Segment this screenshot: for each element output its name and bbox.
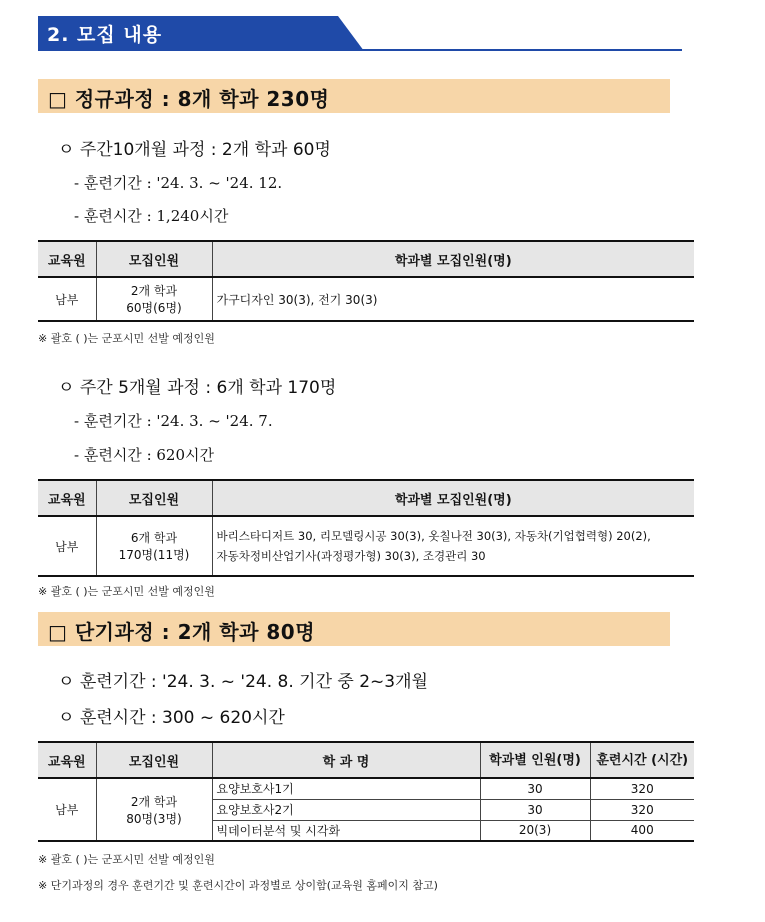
hours-cell: 320: [590, 799, 694, 820]
table-header-count: 모집인원: [96, 742, 212, 778]
day5-course-title: ㅇ 주간 5개월 과정 : 6개 학과 170명: [58, 378, 337, 398]
course-name-cell: 빅데이터분석 및 시각화: [212, 820, 480, 841]
course-name-cell: 요양보호사1기: [212, 778, 480, 799]
day5-table: [38, 479, 694, 577]
short-course-heading-text: □ 단기과정 : 2개 학과 80명: [48, 620, 316, 644]
detail-line-2: 자동차정비산업기사(과정평가형) 30(3), 조경관리 30: [216, 549, 486, 563]
day10-note: ※ 괄호 ( )는 군포시민 선발 예정인원: [38, 332, 215, 345]
hours-cell: 400: [590, 820, 694, 841]
center-cell: 남부: [38, 516, 96, 576]
count-line-1: 6개 학과: [130, 531, 178, 545]
table-header-center: 교육원: [38, 480, 96, 516]
table-header-count: 모집인원: [96, 241, 212, 277]
table-header-center: 교육원: [38, 742, 96, 778]
day5-period: - 훈련기간 : '24. 3. ~ '24. 7.: [74, 412, 273, 430]
table-header-detail: 학과별 모집인원(명): [212, 480, 694, 516]
course-name-cell: 요양보호사2기: [212, 799, 480, 820]
count-line-2: 60명(6명): [126, 301, 182, 315]
people-cell: 20(3): [480, 820, 590, 841]
table-row: [38, 516, 694, 576]
short-note-1: ※ 괄호 ( )는 군포시민 선발 예정인원: [38, 853, 215, 866]
count-line-1: 2개 학과: [130, 284, 178, 298]
section-title: 2. 모집 내용: [47, 24, 163, 46]
hours-cell: 320: [590, 778, 694, 799]
day10-hours: - 훈련시간 : 1,240시간: [74, 207, 229, 225]
day5-note: ※ 괄호 ( )는 군포시민 선발 예정인원: [38, 585, 215, 598]
day10-table: [38, 240, 694, 322]
regular-course-heading: [38, 79, 670, 113]
count-cell: [96, 778, 212, 841]
detail-line-1: 바리스타디저트 30, 리모델링시공 30(3), 옷칠나전 30(3), 자동차(기업협력형) 20(2),: [216, 529, 651, 543]
people-cell: 30: [480, 799, 590, 820]
section-header: [38, 16, 686, 54]
short-table: [38, 741, 694, 842]
detail-cell: [212, 516, 694, 576]
short-course-heading: [38, 612, 670, 646]
short-hours: ㅇ 훈련시간 : 300 ~ 620시간: [58, 708, 285, 728]
short-note-2: ※ 단기과정의 경우 훈련기간 및 훈련시간이 과정별로 상이함(교육원 홈페이지 참고): [38, 879, 438, 892]
day10-course-title: ㅇ 주간10개월 과정 : 2개 학과 60명: [58, 140, 331, 160]
regular-course-heading-text: □ 정규과정 : 8개 학과 230명: [48, 87, 330, 111]
count-line-2: 170명(11명): [118, 548, 190, 562]
people-cell: 30: [480, 778, 590, 799]
table-row: [38, 277, 694, 321]
table-header-hours: 훈련시간 (시간): [590, 742, 694, 778]
count-line-2: 80명(3명): [126, 811, 182, 826]
day5-hours: - 훈련시간 : 620시간: [74, 446, 214, 464]
table-header-count: 모집인원: [96, 480, 212, 516]
count-cell: [96, 277, 212, 321]
detail-cell: 가구디자인 30(3), 전기 30(3): [212, 277, 694, 321]
center-cell: 남부: [38, 778, 96, 841]
count-cell: [96, 516, 212, 576]
table-header-center: 교육원: [38, 241, 96, 277]
day10-period: - 훈련기간 : '24. 3. ~ '24. 12.: [74, 174, 283, 192]
count-line-1: 2개 학과: [130, 794, 178, 809]
table-header-course: 학 과 명: [212, 742, 480, 778]
table-header-detail: 학과별 모집인원(명): [212, 241, 694, 277]
short-period: ㅇ 훈련기간 : '24. 3. ~ '24. 8. 기간 중 2~3개월: [58, 672, 428, 692]
table-header-people: 학과별 인원(명): [480, 742, 590, 778]
center-cell: 남부: [38, 277, 96, 321]
section-header-underline: [38, 49, 682, 51]
table-row: [38, 778, 694, 799]
